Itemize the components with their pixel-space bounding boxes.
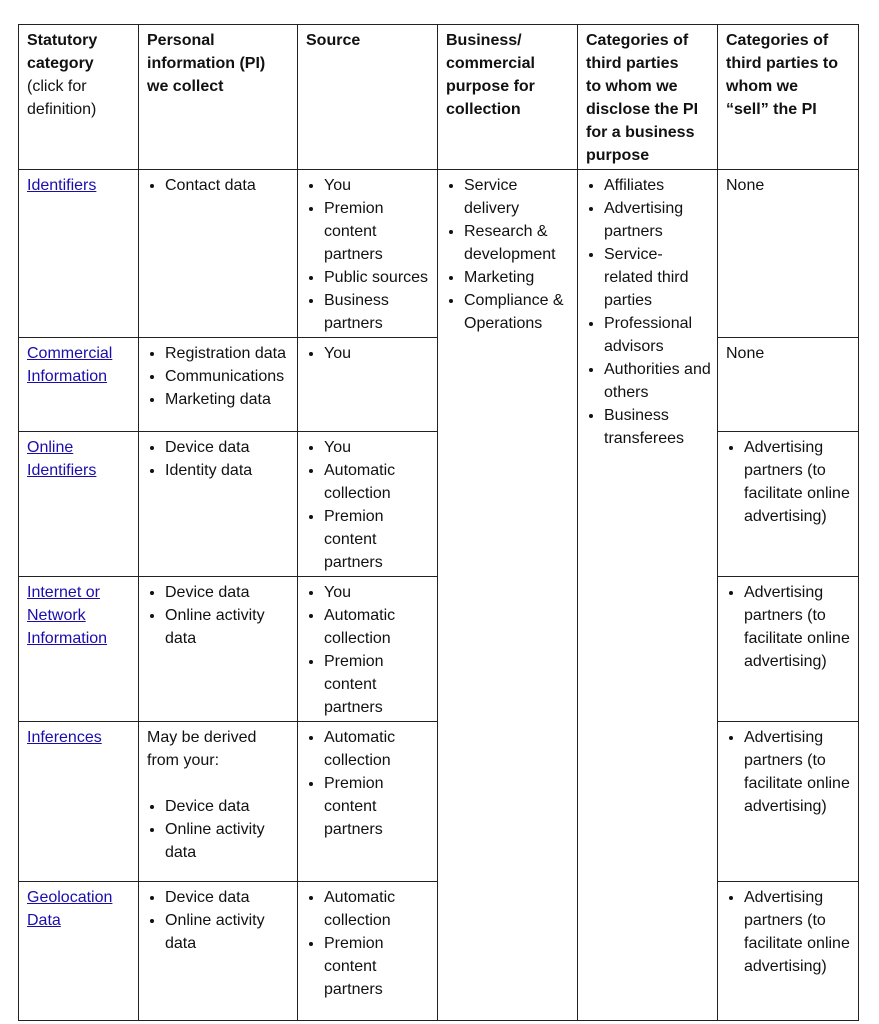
source-cell bbox=[298, 170, 438, 338]
list-item: • Automatic collection bbox=[324, 459, 431, 505]
list-item: • Marketing bbox=[464, 266, 571, 289]
list-item: • Advertising partners (to facilitate online advertising) bbox=[744, 436, 852, 528]
source-cell bbox=[298, 577, 438, 722]
sell-list bbox=[726, 581, 852, 673]
list-item: • Professional advisors bbox=[604, 312, 711, 358]
list-item: • Contact data bbox=[165, 174, 291, 197]
list-item: • Premion content partners bbox=[324, 505, 431, 574]
list-item: • Compliance & Operations bbox=[464, 289, 571, 335]
pi-cell bbox=[139, 338, 298, 432]
list-item: • Public sources bbox=[324, 266, 431, 289]
list-item: • Authorities and others bbox=[604, 358, 711, 404]
pi-disclosure-table bbox=[18, 24, 859, 1021]
list-item: • Device data bbox=[165, 886, 291, 909]
list-item: • Automatic collection bbox=[324, 604, 431, 650]
source-list bbox=[306, 581, 431, 719]
sell-cell bbox=[718, 882, 859, 1021]
list-item: • Premion content partners bbox=[324, 932, 431, 1001]
source-cell bbox=[298, 882, 438, 1021]
list-item: • You bbox=[324, 174, 431, 197]
table-row bbox=[19, 170, 859, 338]
list-item: • Advertising partners (to facilitate online advertising) bbox=[744, 886, 852, 978]
purpose-list bbox=[446, 174, 571, 335]
list-item: • Service-related third parties bbox=[604, 243, 711, 312]
list-item: • Business transferees bbox=[604, 404, 711, 450]
source-list bbox=[306, 436, 431, 574]
header-source: Source bbox=[298, 25, 438, 170]
header-statutory-category: Statutory category (click for definition) bbox=[19, 25, 139, 170]
category-link-commercial-information[interactable]: Commercial Information bbox=[27, 345, 113, 385]
list-item: • Marketing data bbox=[165, 388, 291, 411]
list-item: • Identity data bbox=[165, 459, 291, 482]
sell-list bbox=[726, 726, 852, 818]
category-link-identifiers[interactable]: Identifiers bbox=[27, 177, 97, 194]
list-item: • Affiliates bbox=[604, 174, 711, 197]
list-item: • Communications bbox=[165, 365, 291, 388]
category-link-geolocation-data[interactable]: Geolocation Data bbox=[27, 889, 113, 929]
header-disclose-third-parties: Categories of third parties to whom we disclose the PI for a business purpose bbox=[578, 25, 718, 170]
header-pi-collected: Personal information (PI) we collect bbox=[139, 25, 298, 170]
list-item: • Device data bbox=[165, 795, 291, 818]
sell-cell bbox=[718, 577, 859, 722]
pi-list bbox=[147, 581, 291, 650]
sell-cell bbox=[718, 722, 859, 882]
pi-list bbox=[147, 436, 291, 482]
list-item: • Premion content partners bbox=[324, 772, 431, 841]
header-row bbox=[19, 25, 859, 170]
sell-list bbox=[726, 886, 852, 978]
list-item: • Business partners bbox=[324, 289, 431, 335]
source-cell bbox=[298, 432, 438, 577]
sell-cell: None bbox=[718, 170, 859, 338]
pi-list bbox=[147, 174, 291, 197]
pi-cell bbox=[139, 882, 298, 1021]
category-cell bbox=[19, 170, 139, 338]
category-cell bbox=[19, 432, 139, 577]
business-purpose-cell bbox=[438, 170, 578, 1021]
list-item: • Automatic collection bbox=[324, 726, 431, 772]
source-list bbox=[306, 886, 431, 1001]
category-link-online-identifiers[interactable]: Online Identifiers bbox=[27, 439, 97, 479]
category-link-inferences[interactable]: Inferences bbox=[27, 729, 102, 746]
list-item: • You bbox=[324, 342, 431, 365]
pi-list bbox=[147, 886, 291, 955]
pi-list bbox=[147, 342, 291, 411]
list-item: • Research & development bbox=[464, 220, 571, 266]
list-item: • You bbox=[324, 581, 431, 604]
category-link-internet-network-information[interactable]: Internet or Network Information bbox=[27, 584, 108, 647]
list-item: • Advertising partners (to facilitate online advertising) bbox=[744, 581, 852, 673]
list-item: • You bbox=[324, 436, 431, 459]
list-item: • Premion content partners bbox=[324, 197, 431, 266]
sell-cell bbox=[718, 432, 859, 577]
source-list bbox=[306, 726, 431, 841]
pi-intro-text: May be derived from your: bbox=[147, 729, 257, 769]
list-item: • Online activity data bbox=[165, 909, 291, 955]
list-item: • Online activity data bbox=[165, 604, 291, 650]
list-item: • Registration data bbox=[165, 342, 291, 365]
list-item: • Advertising partners (to facilitate online advertising) bbox=[744, 726, 852, 818]
category-cell bbox=[19, 577, 139, 722]
pi-list bbox=[147, 795, 291, 864]
header-business-purpose: Business/ commercial purpose for collection bbox=[438, 25, 578, 170]
category-cell bbox=[19, 882, 139, 1021]
list-item: • Online activity data bbox=[165, 818, 291, 864]
third-party-list bbox=[586, 174, 711, 450]
list-item: • Advertising partners bbox=[604, 197, 711, 243]
category-cell bbox=[19, 722, 139, 882]
pi-cell bbox=[139, 432, 298, 577]
list-item: • Automatic collection bbox=[324, 886, 431, 932]
disclose-third-parties-cell bbox=[578, 170, 718, 1021]
pi-cell bbox=[139, 170, 298, 338]
source-cell bbox=[298, 722, 438, 882]
source-list bbox=[306, 174, 431, 335]
list-item: • Service delivery bbox=[464, 174, 571, 220]
list-item: • Premion content partners bbox=[324, 650, 431, 719]
list-item: • Device data bbox=[165, 436, 291, 459]
category-cell bbox=[19, 338, 139, 432]
pi-cell bbox=[139, 577, 298, 722]
pi-cell bbox=[139, 722, 298, 882]
header-sell-third-parties: Categories of third parties to whom we “sell” the PI bbox=[718, 25, 859, 170]
sell-list bbox=[726, 436, 852, 528]
source-list bbox=[306, 342, 431, 365]
list-item: • Device data bbox=[165, 581, 291, 604]
source-cell bbox=[298, 338, 438, 432]
sell-cell: None bbox=[718, 338, 859, 432]
